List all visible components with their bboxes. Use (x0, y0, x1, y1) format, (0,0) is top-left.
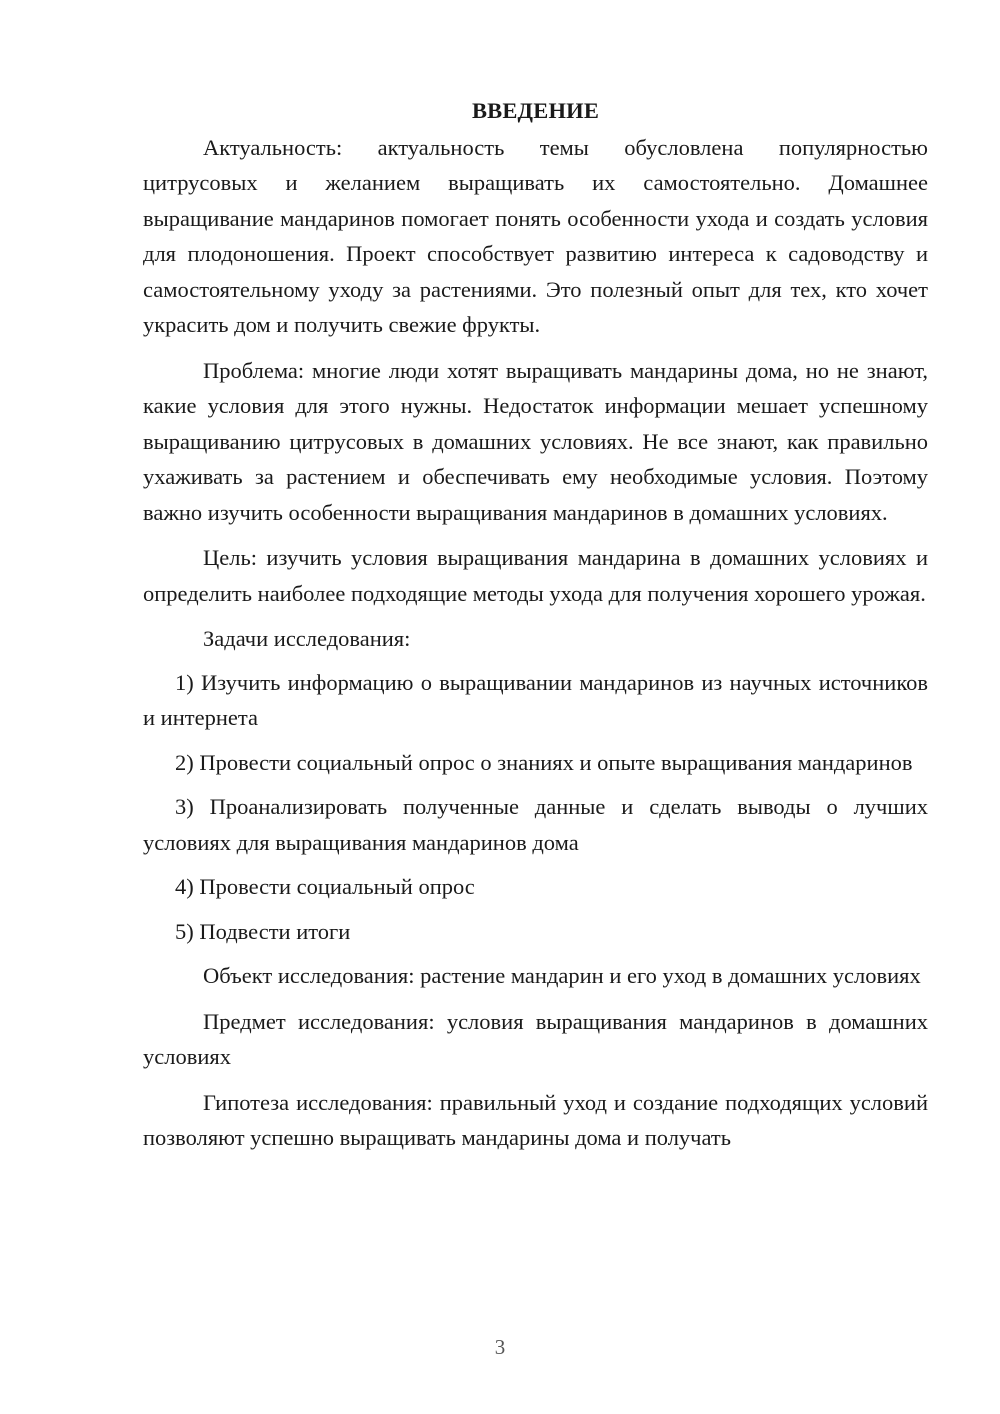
task-item-3: 3) Проанализировать полученные данные и сделать выводы о лучших условиях для выращивания мандаринов дома (143, 794, 928, 855)
goal-paragraph: Цель: изучить условия выращивания мандарина в домашних условиях и определить наиболее подходящие методы ухода для получения хорошего урожая. (143, 545, 928, 606)
task-item-4: 4) Провести социальный опрос (175, 874, 475, 899)
object-paragraph: Объект исследования: растение мандарин и его уход в домашних условиях (203, 963, 921, 988)
relevance-paragraph: Актуальность: актуальность темы обусловлена популярностью цитрусовых и желанием выращивать их самостоятельно. Домашнее выращивание мандаринов помогает понять особенности ухода и создать условия для плодоношения. Проект способствует развитию интереса к садоводству и самостоятельному уходу за растениями. Это полезный опыт для тех, кто хочет украсить дом и получить свежие фрукты. (143, 134, 928, 337)
task-item-2: 2) Провести социальный опрос о знаниях и опыте выращивания мандаринов (175, 749, 913, 775)
section-heading: ВВЕДЕНИЕ (471, 98, 600, 123)
subject-paragraph: Предмет исследования: условия выращивания мандаринов в домашних условиях (143, 1008, 928, 1069)
page-number: 3 (494, 1335, 506, 1359)
page-content (143, 93, 928, 1166)
tasks-list (143, 665, 928, 950)
task-item-1: 1) Изучить информацию о выращивании мандаринов из научных источников и интернета (143, 669, 928, 730)
hypothesis-paragraph: Гипотеза исследования: правильный уход и создание подходящих условий позволяют успешно выращивать мандарины дома и получать (143, 1089, 928, 1150)
problem-paragraph: Проблема: многие люди хотят выращивать мандарины дома, но не знают, какие условия для этого нужны. Недостаток информации мешает успешному выращиванию цитрусовых в домашних условиях. Не все знают, как правильно ухаживать за растением и обеспечивать ему необходимые условия. Поэтому важно изучить особенности выращивания мандаринов в домашних условиях. (143, 357, 928, 525)
task-item-5: 5) Подвести итоги (175, 918, 351, 944)
tasks-heading: Задачи исследования: (203, 626, 411, 651)
